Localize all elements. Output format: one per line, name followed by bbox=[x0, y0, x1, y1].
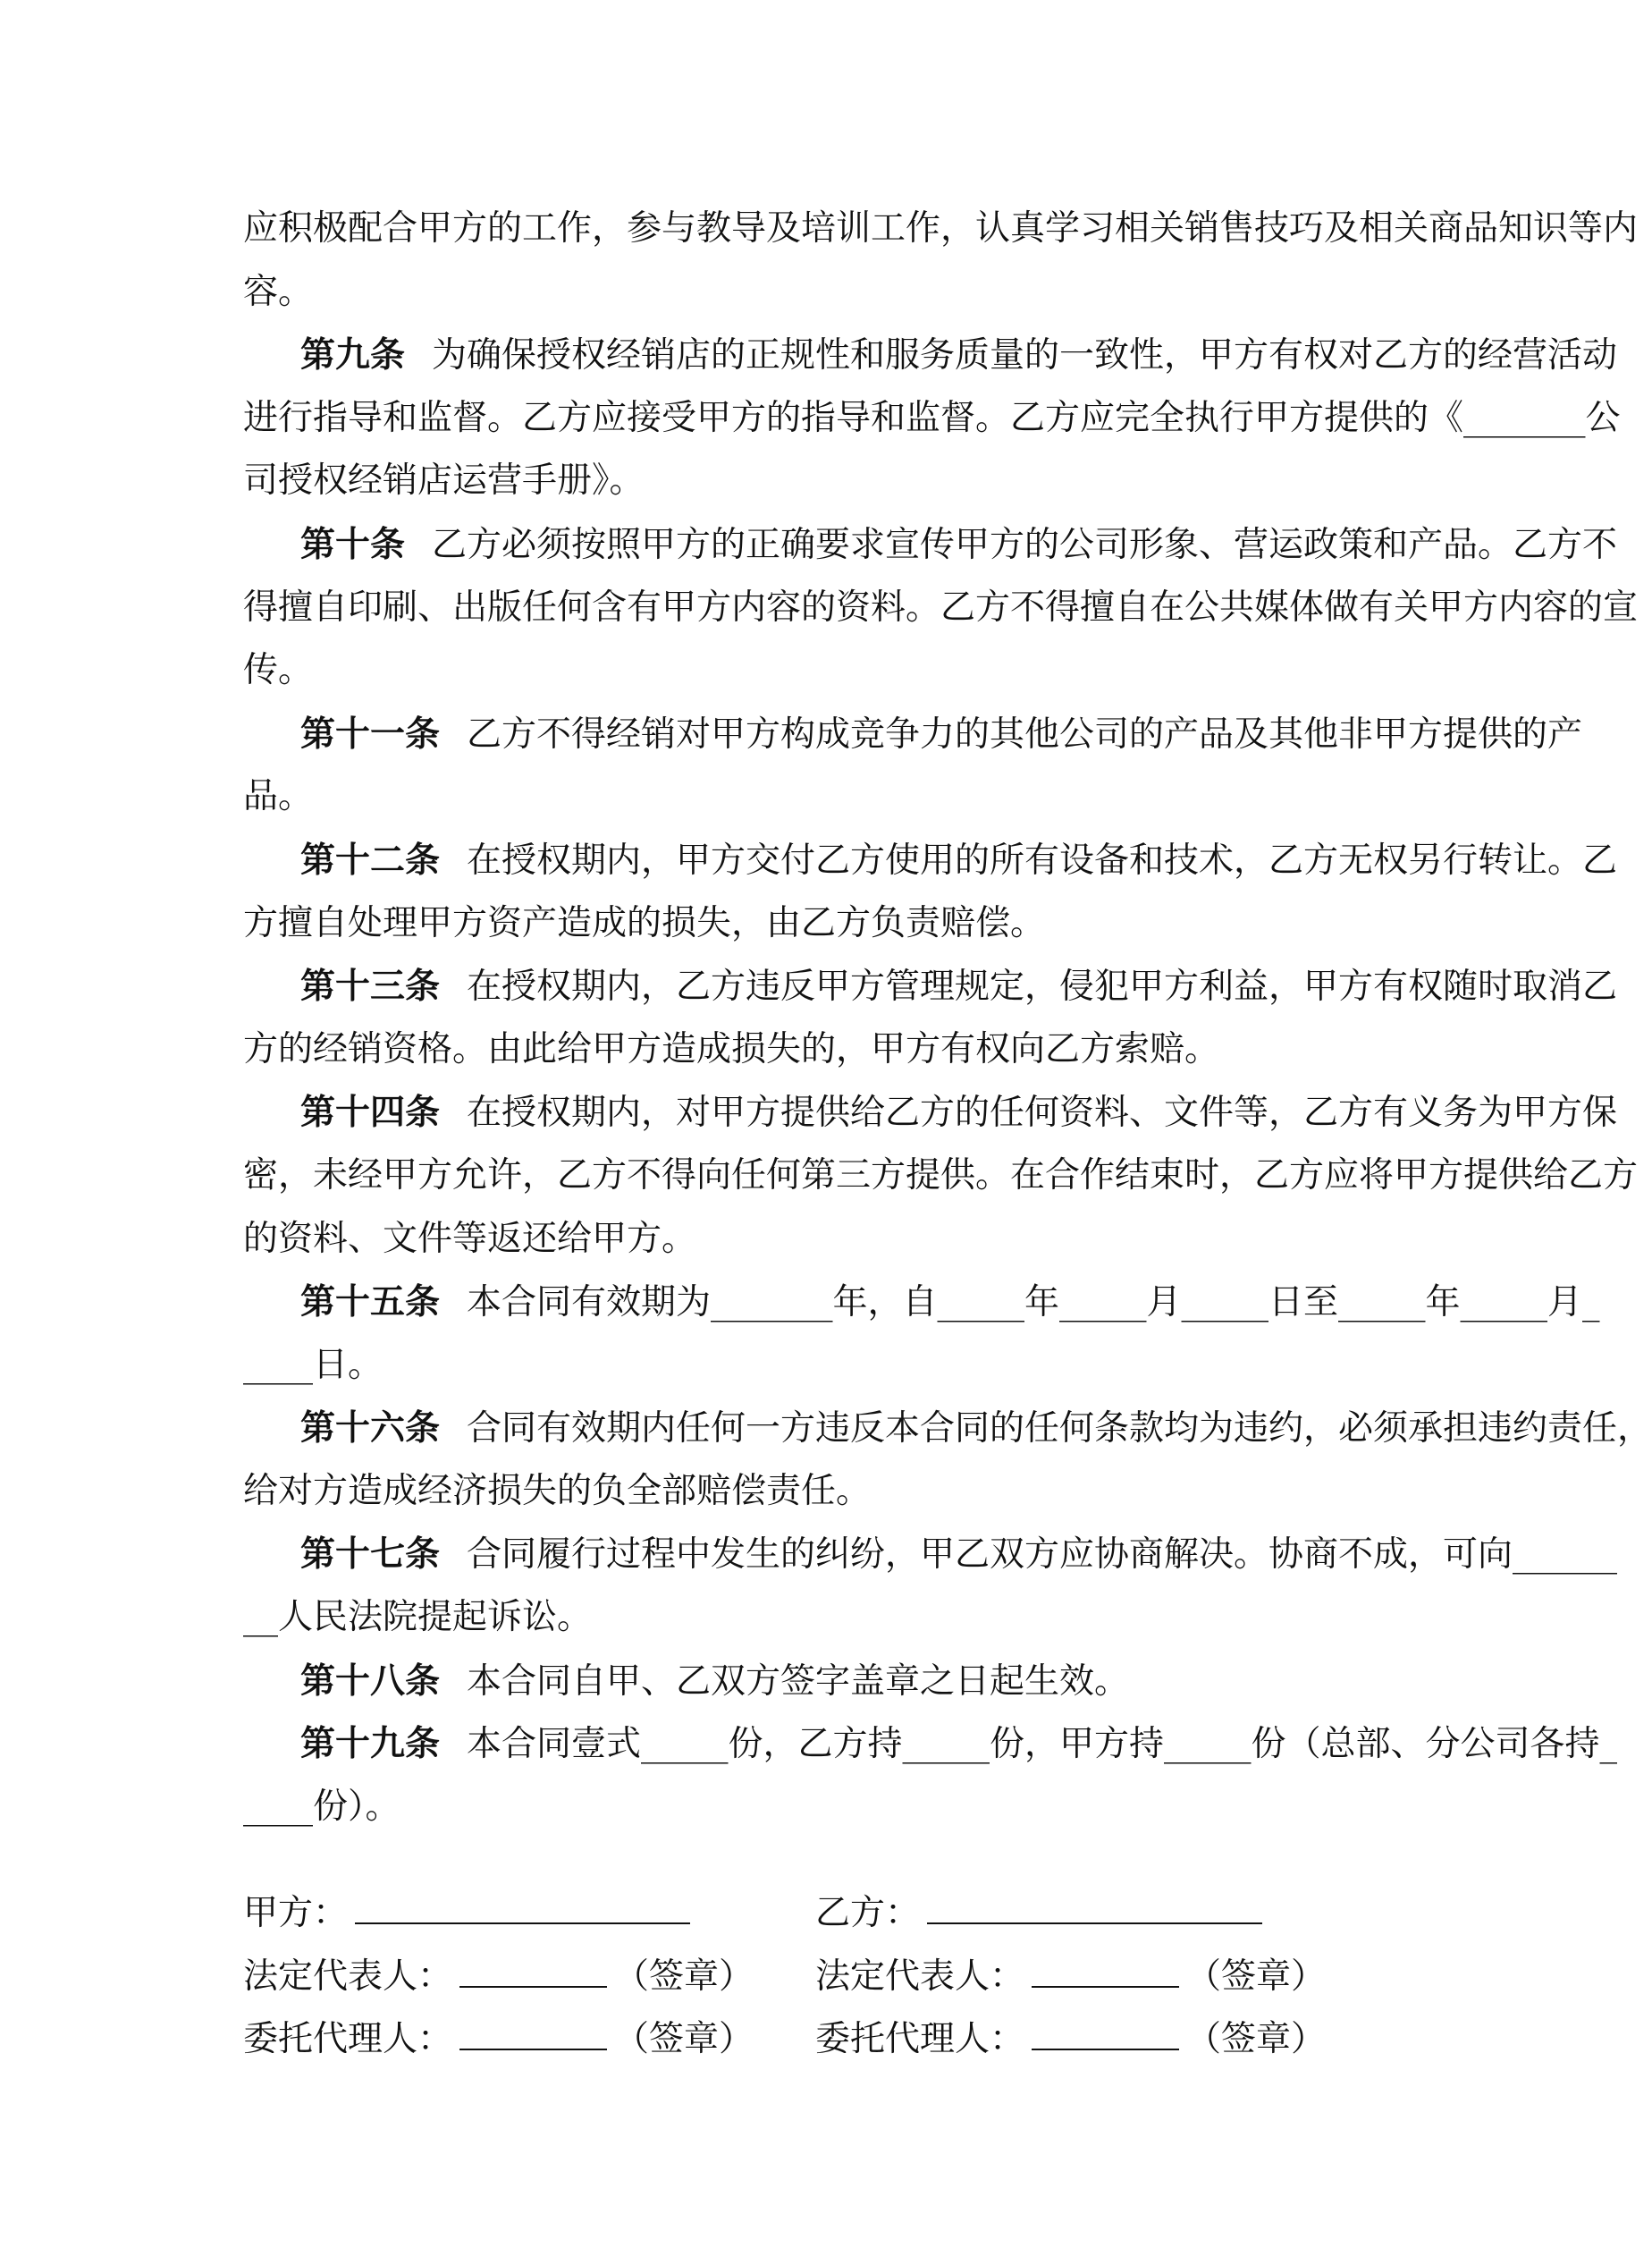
article-label: 第十二条 bbox=[300, 839, 441, 881]
paragraph-text: 本合同有效期为_______年，自_____年_____月_____日至_____年_____月_ bbox=[467, 1282, 1600, 1323]
legal-rep-b-blank bbox=[1032, 1950, 1179, 1988]
agent-b-label: 委托代理人： bbox=[815, 2019, 1025, 2060]
paragraph-text: 的资料、文件等返还给甲方。 bbox=[243, 1218, 697, 1259]
party-row bbox=[243, 1882, 1405, 1946]
paragraph-text: 本合同壹式_____份，乙方持_____份，甲方持_____份（总部、分公司各持_ bbox=[467, 1724, 1618, 1765]
signature-block bbox=[243, 1882, 1405, 2072]
paragraph-text: 在授权期内，甲方交付乙方使用的所有设备和技术，乙方无权另行转让。乙 bbox=[467, 840, 1618, 881]
paragraph-text: 合同履行过程中发生的纠纷，甲乙双方应协商解决。协商不成，可向______ bbox=[467, 1534, 1618, 1576]
article-label: 第十六条 bbox=[300, 1407, 441, 1449]
paragraph-line bbox=[243, 387, 1621, 451]
article-label: 第十四条 bbox=[300, 1092, 441, 1134]
seal-label: （签章） bbox=[1186, 1956, 1327, 1997]
paragraph-text: 传。 bbox=[243, 650, 314, 691]
paragraph-text: 方擅自处理甲方资产造成的损失，由乙方负责赔偿。 bbox=[243, 902, 1046, 943]
paragraph-text: 乙方必须按照甲方的正确要求宣传甲方的公司形象、营运政策和产品。乙方不 bbox=[432, 524, 1618, 565]
paragraph-text: ____份）。 bbox=[243, 1786, 400, 1827]
paragraph-line bbox=[243, 765, 1363, 829]
paragraph-line bbox=[243, 1145, 1639, 1208]
paragraph-text: 容。 bbox=[243, 271, 314, 312]
paragraph-line bbox=[243, 513, 1618, 577]
paragraph-line bbox=[243, 324, 1618, 387]
paragraph-line bbox=[243, 1586, 1363, 1650]
seal-label: （签章） bbox=[1186, 2019, 1327, 2060]
paragraph-text: 司授权经销店运营手册》。 bbox=[243, 460, 645, 502]
article-label: 第十条 bbox=[300, 523, 406, 565]
legal-rep-b-label: 法定代表人： bbox=[815, 1956, 1025, 1997]
paragraph-line bbox=[243, 198, 1639, 261]
paragraph-line bbox=[243, 829, 1618, 892]
party-b-label: 乙方： bbox=[815, 1893, 921, 1933]
paragraph-text: 方的经销资格。由此给甲方造成损失的，甲方有权向乙方索赔。 bbox=[243, 1028, 1220, 1069]
paragraph-line bbox=[243, 1208, 1363, 1272]
paragraph-line bbox=[243, 955, 1618, 1018]
paragraph-line bbox=[243, 1397, 1652, 1460]
article-label: 第九条 bbox=[300, 334, 406, 376]
legal-rep-a-label: 法定代表人： bbox=[243, 1956, 453, 1997]
paragraph-text: 得擅自印刷、出版任何含有甲方内容的资料。乙方不得擅自在公共媒体做有关甲方内容的宣 bbox=[243, 587, 1639, 628]
paragraph-line bbox=[243, 703, 1583, 766]
party-a-label: 甲方： bbox=[243, 1893, 349, 1933]
paragraph-line bbox=[243, 639, 1363, 703]
paragraph-text: 合同有效期内任何一方违反本合同的任何条款均为违约，必须承担违约责任， bbox=[467, 1408, 1652, 1449]
agent-a-blank bbox=[459, 2013, 607, 2050]
paragraph-text: 本合同自甲、乙双方签字盖章之日起生效。 bbox=[467, 1660, 1130, 1702]
paragraph-line bbox=[243, 577, 1639, 640]
contract-body bbox=[243, 198, 1652, 1838]
paragraph-line bbox=[243, 1776, 1363, 1839]
paragraph-text: 密，未经甲方允许，乙方不得向任何第三方提供。在合作结束时，乙方应将甲方提供给乙方 bbox=[243, 1154, 1639, 1196]
article-label: 第十五条 bbox=[300, 1281, 441, 1323]
paragraph-text: 进行指导和监督。乙方应接受甲方的指导和监督。乙方应完全执行甲方提供的《_______公 bbox=[243, 397, 1621, 438]
party-b-blank bbox=[927, 1887, 1262, 1924]
paragraph-line bbox=[243, 1334, 1363, 1398]
article-label: 第十八条 bbox=[300, 1660, 441, 1702]
paragraph-line bbox=[243, 261, 1363, 325]
paragraph-line bbox=[243, 1523, 1618, 1586]
paragraph-line bbox=[243, 1271, 1600, 1334]
seal-label: （签章） bbox=[614, 1956, 754, 1997]
paragraph-text: 在授权期内，乙方违反甲方管理规定，侵犯甲方利益，甲方有权随时取消乙 bbox=[467, 967, 1618, 1008]
paragraph-text: __人民法院提起诉讼。 bbox=[243, 1597, 593, 1638]
seal-label: （签章） bbox=[614, 2019, 754, 2060]
agent-a-label: 委托代理人： bbox=[243, 2019, 453, 2060]
agent-row bbox=[243, 2008, 1405, 2072]
paragraph-line bbox=[243, 1650, 1363, 1713]
party-a-blank bbox=[355, 1887, 690, 1924]
article-label: 第十一条 bbox=[300, 713, 441, 755]
agent-b-blank bbox=[1032, 2013, 1179, 2050]
paragraph-line bbox=[243, 892, 1363, 956]
paragraph-text: 乙方不得经销对甲方构成竞争力的其他公司的产品及其他非甲方提供的产 bbox=[467, 714, 1583, 755]
legal-rep-row bbox=[243, 1946, 1405, 2009]
article-label: 第十七条 bbox=[300, 1534, 441, 1576]
paragraph-text: 应积极配合甲方的工作，参与教导及培训工作，认真学习相关销售技巧及相关商品知识等内 bbox=[243, 208, 1639, 249]
paragraph-line bbox=[243, 450, 1363, 513]
paragraph-line bbox=[243, 1081, 1618, 1145]
paragraph-text: 在授权期内，对甲方提供给乙方的任何资料、文件等，乙方有义务为甲方保 bbox=[467, 1093, 1618, 1134]
paragraph-line bbox=[243, 1018, 1363, 1082]
article-label: 第十三条 bbox=[300, 966, 441, 1008]
paragraph-text: 品。 bbox=[243, 776, 314, 817]
paragraph-text: 为确保授权经销店的正规性和服务质量的一致性，甲方有权对乙方的经营活动 bbox=[432, 335, 1618, 376]
paragraph-line bbox=[243, 1460, 1363, 1524]
legal-rep-a-blank bbox=[459, 1950, 607, 1988]
paragraph-text: 给对方造成经济损失的负全部赔偿责任。 bbox=[243, 1470, 872, 1511]
article-label: 第十九条 bbox=[300, 1723, 441, 1765]
paragraph-line bbox=[243, 1712, 1618, 1776]
paragraph-text: ____日。 bbox=[243, 1344, 384, 1385]
